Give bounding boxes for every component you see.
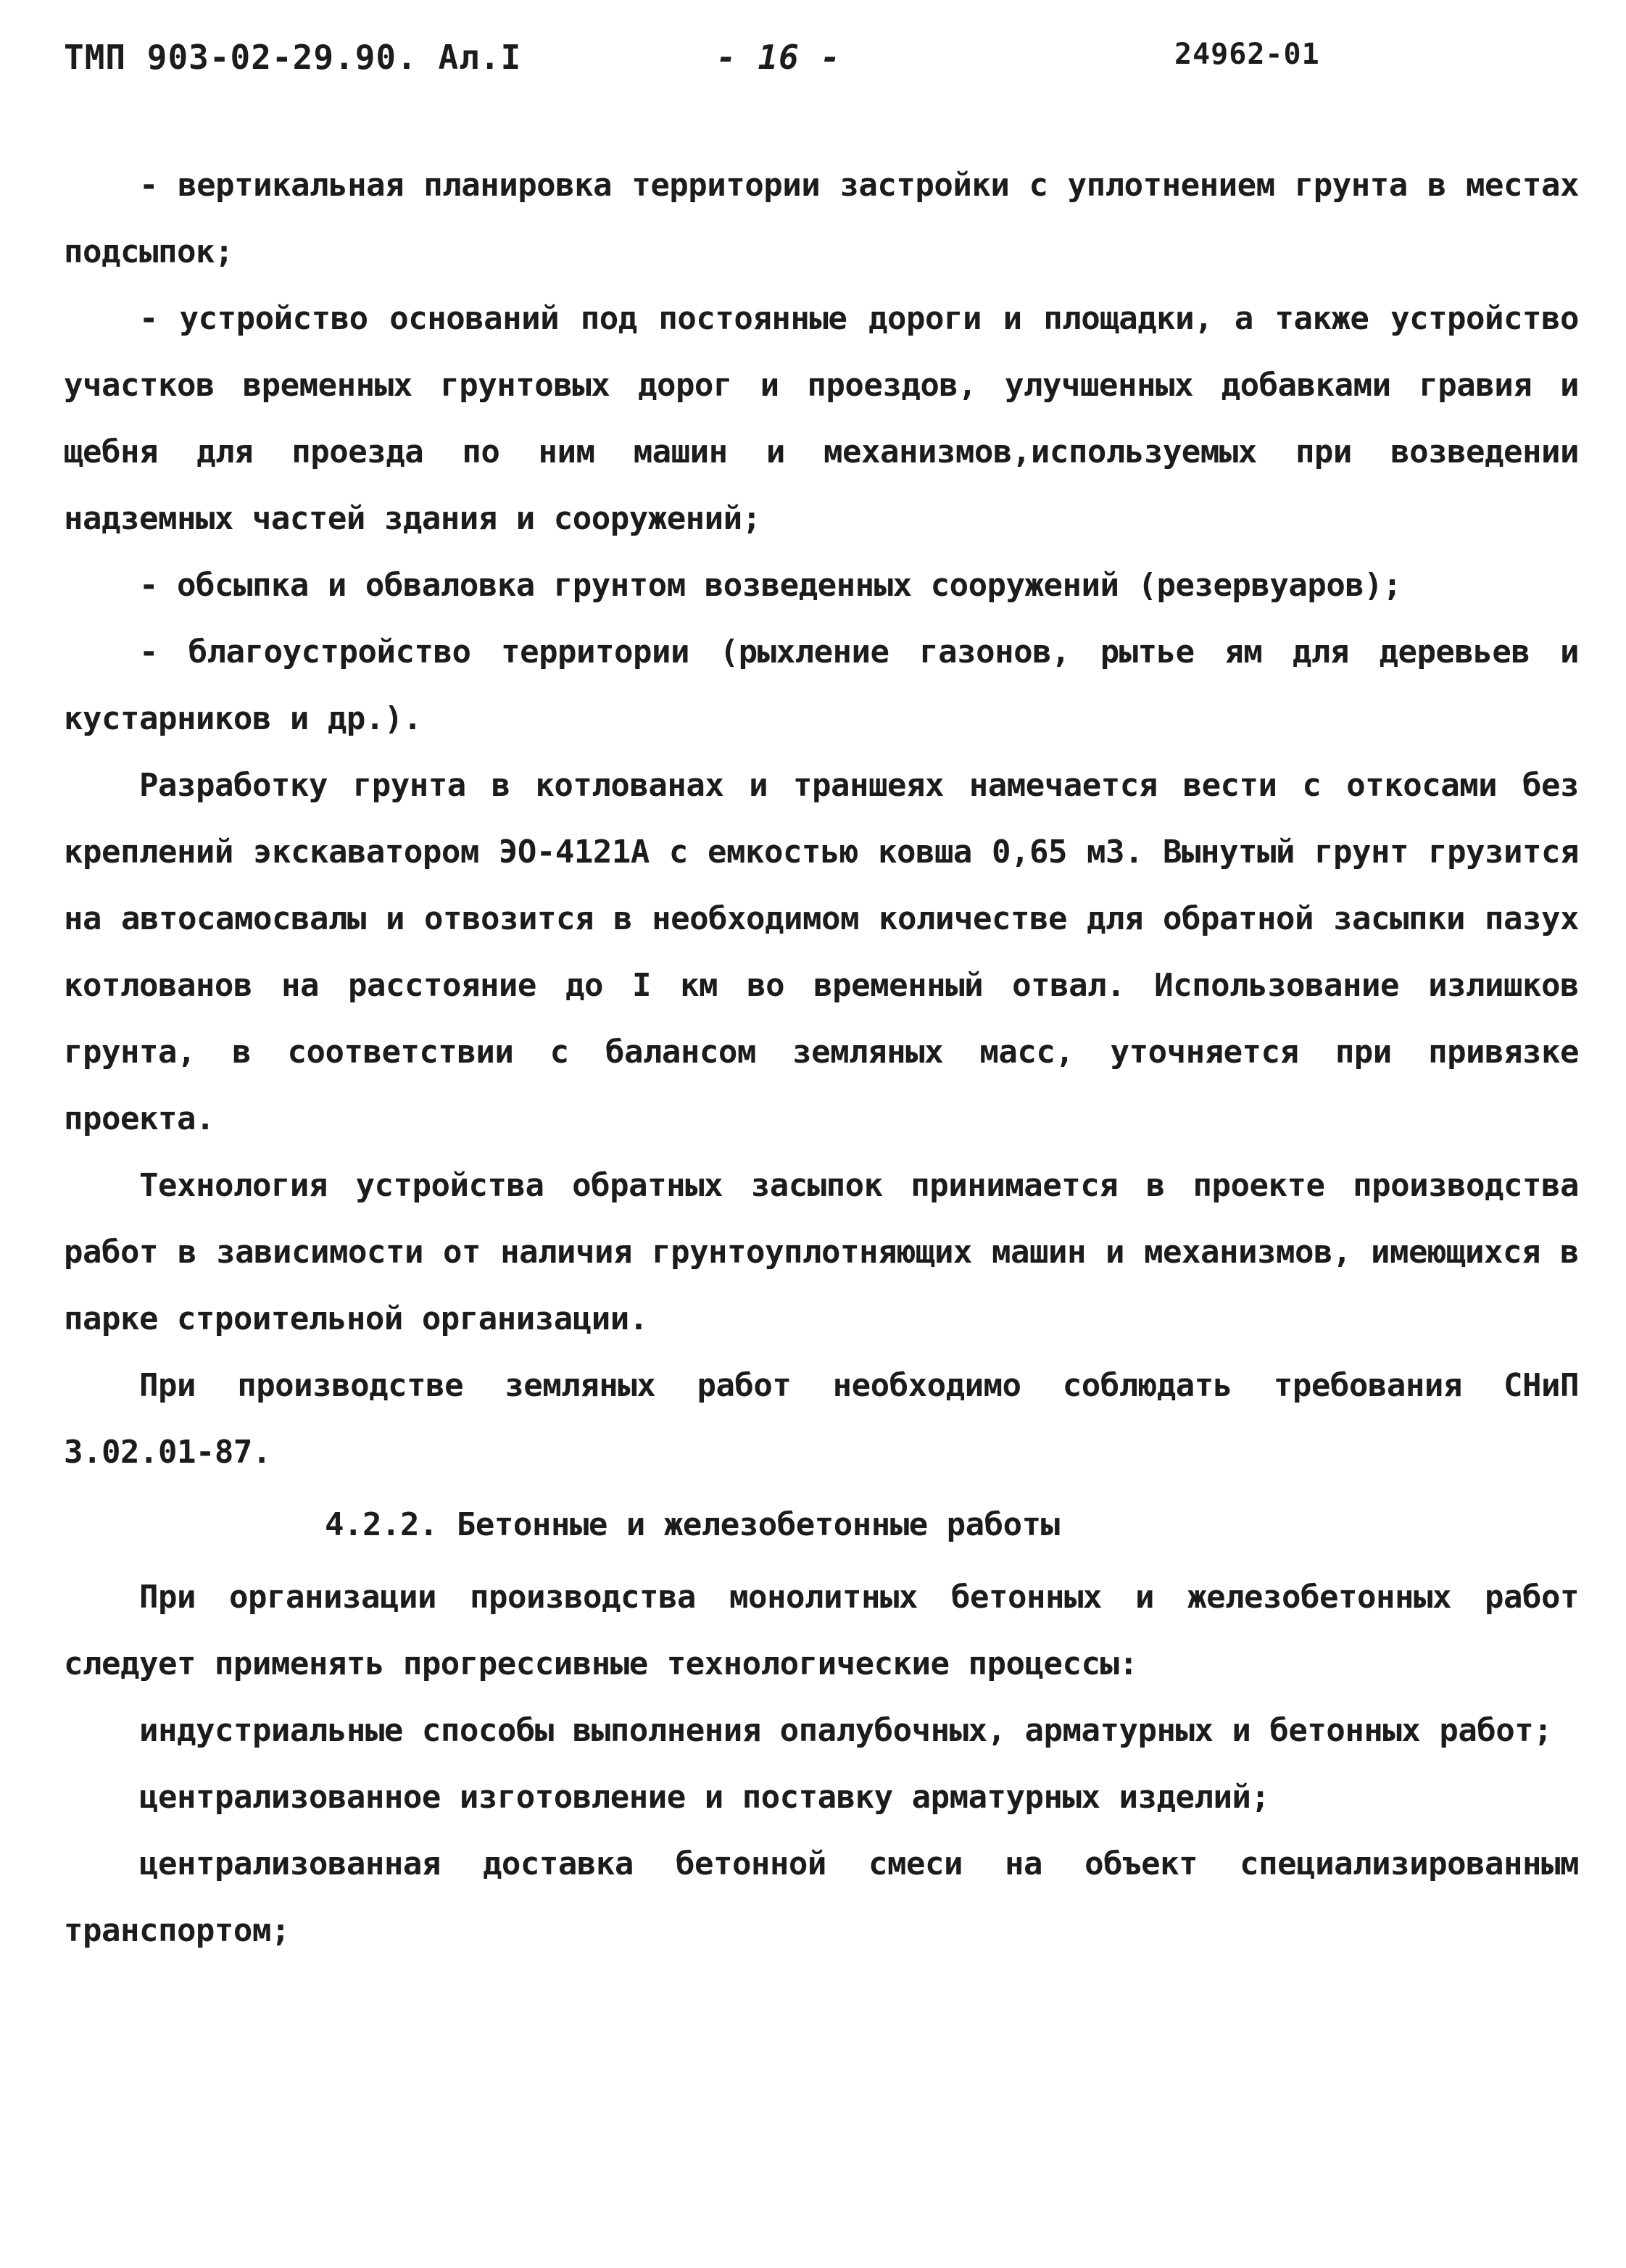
paragraph-backfill-tanks: - обсыпка и обваловка грунтом возведенных сооружений (резервуаров); bbox=[139, 567, 1402, 604]
paragraph-concrete-organization: При организации производства монолитных бетонных и железобетонных работ следует применять прогрессивные технологические процессы: bbox=[64, 1579, 1579, 1682]
section-heading: 4.2.2. Бетонные и железобетонные работы bbox=[325, 1506, 1060, 1543]
page-number: - 16 - bbox=[716, 38, 842, 77]
archive-number: 24962-01 bbox=[1174, 38, 1320, 71]
paragraph-landscaping: - благоустройство территории (рыхление газонов, рытье ям для деревьев и кустарников и др.). bbox=[64, 634, 1579, 737]
paragraph-road-foundations: - устройство оснований под постоянные дороги и площадки, а также устройство участков временных грунтовых дорог и проездов, улучшенных добавками гравия и щебня для проезда по ним машин и механизмов,используемых при возведении надземных частей здания и сооружений; bbox=[64, 300, 1579, 537]
paragraph-rebar-supply: централизованное изготовление и поставку арматурных изделий; bbox=[139, 1779, 1270, 1816]
paragraph-snip-requirements: При производстве земляных работ необходимо соблюдать требования СНиП 3.02.01-87. bbox=[64, 1367, 1579, 1471]
paragraph-vertical-planning: - вертикальная планировка территории застройки с уплотнением грунта в местах подсыпок; bbox=[64, 167, 1579, 270]
paragraph-excavation: Разработку грунта в котлованах и траншеях намечается вести с откосами без креплений экскаватором ЭО-4121А с емкостью ковша 0,65 м3. Вынутый грунт грузится на автосамосвалы и отвозится в необходимом количестве для обратной засыпки пазух котлованов на расстояние до I км во временный отвал. Использование излишков грунта, в соответствии с балансом земляных масс, уточняется при привязке проекта. bbox=[64, 767, 1579, 1137]
document-code: ТМП 903-02-29.90. Ал.I bbox=[64, 38, 522, 77]
page-header bbox=[64, 38, 1572, 96]
paragraph-concrete-delivery: централизованная доставка бетонной смеси на объект специализированным транспортом; bbox=[64, 1845, 1579, 1949]
document-body bbox=[64, 152, 1579, 1964]
paragraph-industrial-methods: индустриальные способы выполнения опалубочных, арматурных и бетонных работ; bbox=[139, 1712, 1553, 1749]
paragraph-backfill-technology: Технология устройства обратных засыпок принимается в проекте производства работ в зависимости от наличия грунтоуплотняющих машин и механизмов, имеющихся в парке строительной организации. bbox=[64, 1167, 1579, 1337]
